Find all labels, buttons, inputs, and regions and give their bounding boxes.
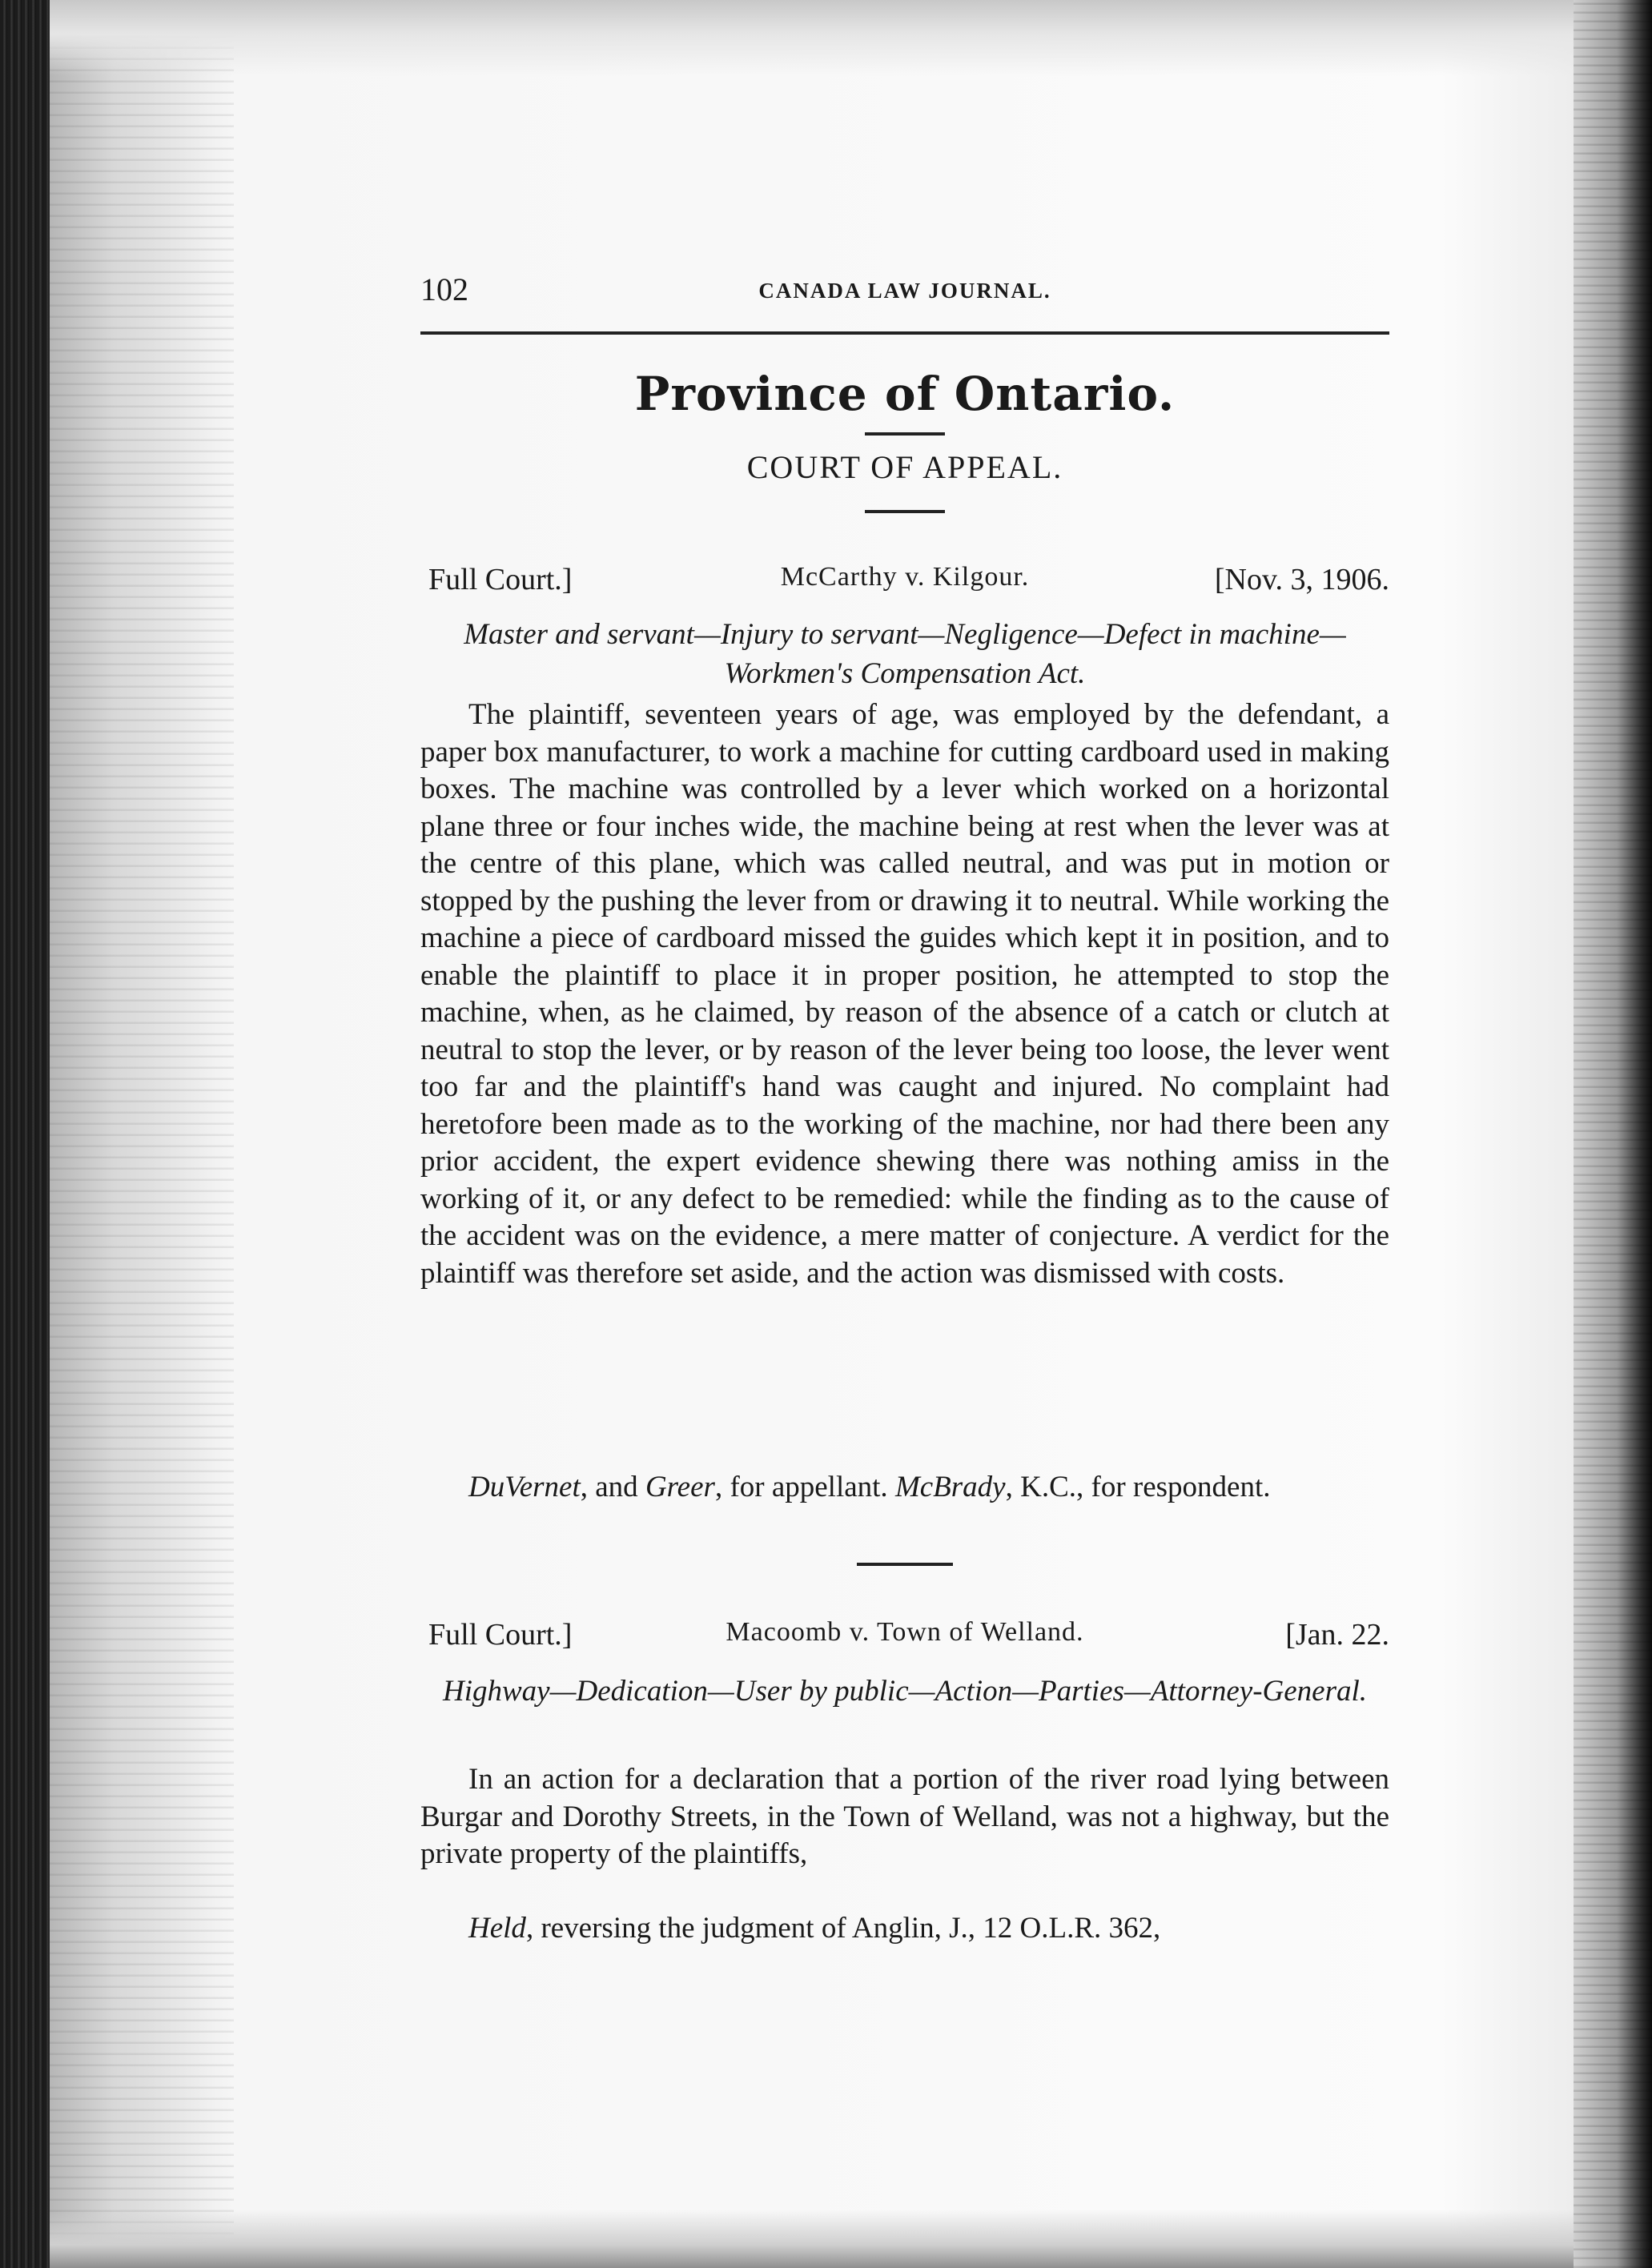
case-date: [Jan. 22. [1285,1618,1389,1652]
scan-shadow-bottom [50,2210,1574,2268]
short-rule [865,510,945,513]
counsel-text: , and [580,1471,645,1503]
short-rule [865,432,945,436]
case-body: In an action for a declaration that a portion of the river road lying between Burgar and Dorothy Streets, in the Town of Welland, was not a highway, but the private property of the plaintiffs, [420,1763,1389,1870]
scan-shadow-top [50,0,1574,76]
case-court: Full Court.] [428,1618,573,1652]
section-rule [857,1563,953,1566]
case-date: [Nov. 3, 1906. [1214,563,1389,596]
case-name: Macoomb v. Town of Welland. [726,1617,1084,1647]
running-head [420,264,1389,312]
case-caption [420,562,1389,604]
court-heading: COURT OF APPEAL. [746,449,1063,485]
counsel-line [420,1469,1389,1507]
held-line [420,1910,1389,1948]
case-headnote: Highway—Dedication—User by public—Action—Parties—Attorney-General. [442,1675,1368,1708]
counsel-text: , K.C., for respondent. [1005,1471,1271,1503]
case-body: The plaintiff, seventeen years of age, was employed by the defendant, a paper box manufacturer, to work a machine for cutting cardboard used in making boxes. The machine was controlled by a lever which worked on a horizontal plane three or four inches wide, the machine being at rest when the lever was at the centre of this plane, which was called neutral, and was put in motion or stopped by the pushing the lever from or drawing it to neutral. While working the machine a piece of cardboard missed the guides which kept it in position, and to enable the plaintiff to place it in proper position, he attempted to stop the machine, when, as he claimed, by reason of the absence of a catch or clutch at neutral to stop the lever, or by reason of the lever being too loose, the lever went too far and the plaintiff's hand was caught and injured. No complaint had heretofore been made as to the working of the machine, nor had there been any prior accident, the expert evidence shewing there was nothing amiss in the working of it, or any defect to be remedied: while the finding as to the cause of the accident was on the evidence, a mere matter of conjecture. A verdict for the plaintiff was therefore set aside, and the action was dismissed with costs. [420,698,1389,1290]
case-name: McCarthy v. Kilgour. [780,562,1030,592]
counsel-text: , for appellant. [714,1471,895,1503]
counsel-name: McBrady [894,1471,1006,1503]
journal-title: CANADA LAW JOURNAL. [758,279,1051,303]
case-court: Full Court.] [428,563,573,596]
province-heading: Province of Ontario. [634,367,1176,421]
case-headnote: Master and servant—Injury to servant—Negligence—Defect in machine—Workmen's Compensation Act. [464,618,1346,690]
counsel-name: Greer [645,1471,715,1503]
page-number: 102 [420,271,468,307]
book-binding-edge [0,0,50,2268]
held-label: Held [468,1912,526,1945]
counsel-name: DuVernet [468,1471,581,1503]
header-rule [420,331,1389,335]
case-caption [420,1617,1389,1659]
scan-shadow-left [50,0,234,2268]
held-text: , reversing the judgment of Anglin, J., 12 O.L.R. 362, [525,1912,1161,1945]
scan-shadow-right [1574,0,1652,2268]
